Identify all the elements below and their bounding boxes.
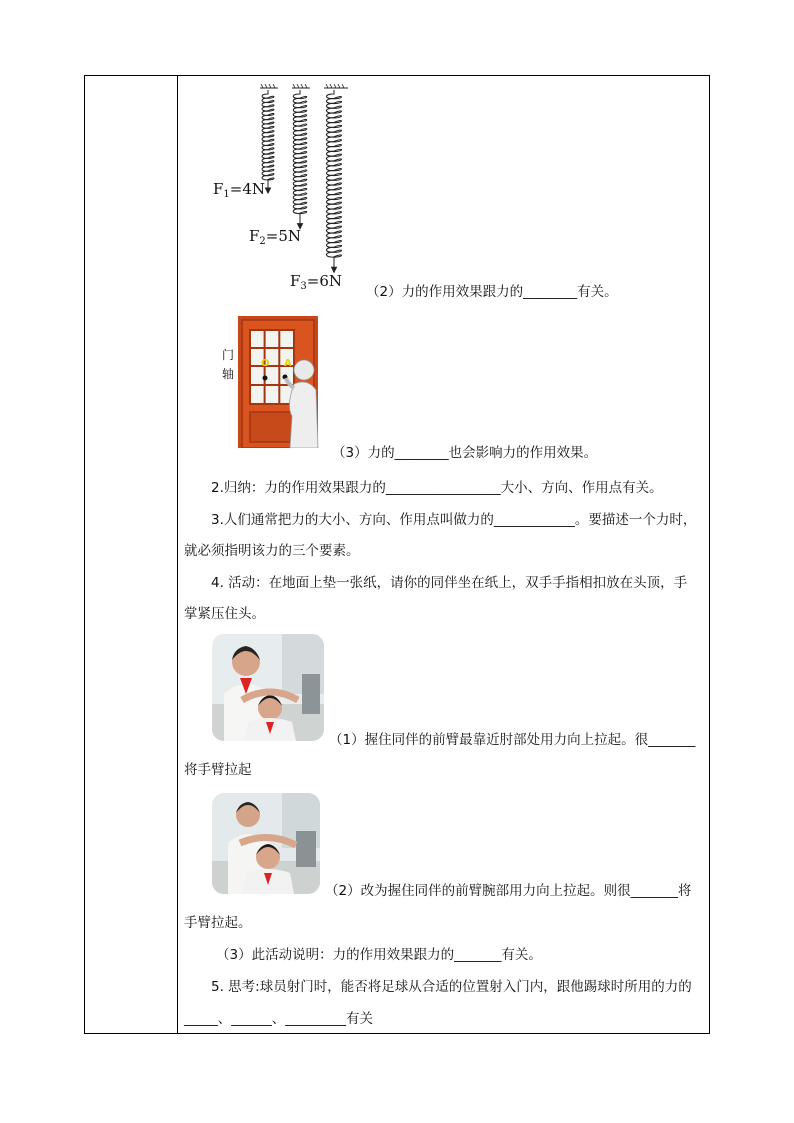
activity-photo-2 xyxy=(212,793,320,894)
question-1-2: （2）力的作用效果跟力的________有关。 xyxy=(366,284,618,300)
item-4-line-2: 掌紧压住头。 xyxy=(184,606,265,622)
item-3-line-2: 就必须指明该力的三个要素。 xyxy=(184,543,360,559)
spring-1-arrow xyxy=(266,188,271,193)
door-point-a: A xyxy=(284,358,292,369)
activity-3-conclusion: （3）此活动说明：力的作用效果跟力的_______有关。 xyxy=(216,947,542,963)
door-point-o: O xyxy=(261,358,270,369)
item-3-line-1: 3.人们通常把力的大小、方向、作用点叫做力的____________。要描述一个力时， xyxy=(211,512,697,528)
spring-label-f1: $F_1=4N$ xyxy=(213,180,266,200)
door-axis-label-top: 门 xyxy=(222,348,235,362)
spring-label-f3: $F_3=6N$ xyxy=(290,272,343,292)
item-4-line-1: 4. 活动：在地面上垫一张纸，请你的同伴坐在纸上，双手手指相扣放在头顶，手 xyxy=(211,575,688,591)
activity-1-line-1: （1）握住同伴的前臂最靠近肘部处用力向上拉起。很_______ xyxy=(329,732,696,748)
door-axis-label-bottom: 轴 xyxy=(222,367,235,381)
spring-label-f2: $F_2=5N$ xyxy=(249,227,302,247)
activity-2-line-2: 手臂拉起。 xyxy=(184,915,252,931)
door-illustration xyxy=(238,316,320,448)
spring-2 xyxy=(293,90,307,228)
activity-photo-1 xyxy=(212,634,324,741)
activity-1-line-2: 将手臂拉起 xyxy=(184,762,252,778)
activity-2-line-1: （2）改为握住同伴的前臂腕部用力向上拉起。则很_______将 xyxy=(325,883,692,899)
item-2-summary: 2.归纳：力的作用效果跟力的_________________大小、方向、作用点有关。 xyxy=(211,480,663,496)
item-5-line-1: 5. 思考:球员射门时，能否将足球从合适的位置射入门内，跟他踢球时所用的力的 xyxy=(211,979,692,995)
column-divider xyxy=(177,76,178,1033)
item-5-line-2: _____、______、_________有关 xyxy=(184,1011,373,1027)
question-1-3: （3）力的________也会影响力的作用效果。 xyxy=(332,445,598,461)
spring-1 xyxy=(262,90,274,192)
spring-3 xyxy=(327,90,342,271)
